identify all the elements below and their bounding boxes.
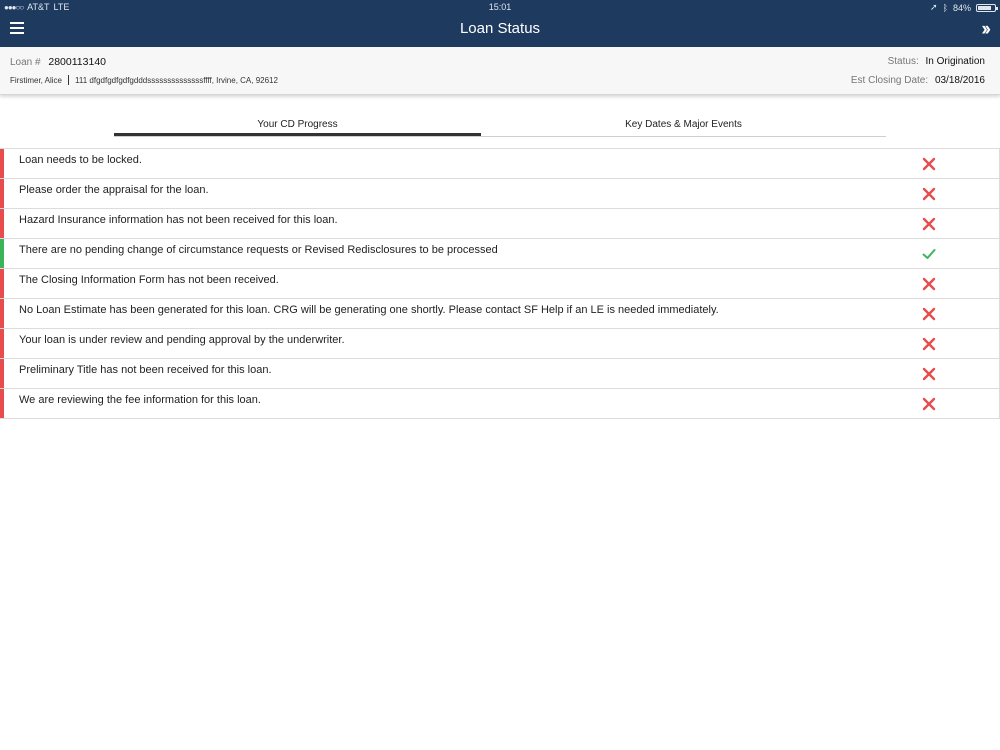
battery-fill (978, 6, 991, 10)
status-indicator-bar (0, 359, 4, 388)
list-item-text: There are no pending change of circumstance requests or Revised Redisclosures to be processed (19, 244, 498, 256)
list-item-text: We are reviewing the fee information for this loan. (19, 394, 261, 406)
divider (68, 75, 69, 85)
list-item-text: Preliminary Title has not been received for this loan. (19, 364, 272, 376)
list-item-text: The Closing Information Form has not been received. (19, 274, 279, 286)
page-title: Loan Status (459, 20, 541, 37)
property-address: 111 dfgdfgdfgdfgdddssssssssssssssffff, Irvine, CA, 92612 (75, 76, 278, 85)
status-row (851, 56, 985, 75)
close-x-icon (921, 216, 937, 232)
status-indicator-bar (0, 209, 4, 238)
list-item[interactable] (0, 359, 1000, 389)
loan-status-block (851, 56, 985, 94)
close-x-icon (921, 366, 937, 382)
tab-key-dates[interactable]: Key Dates & Major Events (625, 119, 742, 130)
tab-cd-progress[interactable]: Your CD Progress (114, 117, 481, 136)
battery-percentage: 84% (952, 2, 971, 13)
carrier-label: AT&T (27, 2, 50, 12)
list-item[interactable] (0, 239, 1000, 269)
list-item-text: Loan needs to be locked. (19, 154, 142, 166)
close-x-icon (921, 156, 937, 172)
list-item[interactable] (0, 179, 1000, 209)
check-icon (921, 246, 937, 262)
loan-summary-header (0, 47, 1000, 95)
status-indicator-bar (0, 299, 4, 328)
loan-number-value: 2800113140 (48, 56, 106, 68)
list-item[interactable] (0, 149, 1000, 179)
close-x-icon (921, 276, 937, 292)
list-item-text: Please order the appraisal for the loan. (19, 184, 209, 196)
device-status-bar (0, 0, 1000, 14)
close-x-icon (921, 396, 937, 412)
borrower-name: Firstimer, Alice (10, 76, 63, 85)
signal-strength-icon: ●●●○○ (4, 2, 24, 12)
status-indicator-bar (0, 239, 4, 268)
list-item[interactable] (0, 389, 1000, 419)
borrower-info (10, 75, 278, 85)
network-label: LTE (53, 2, 70, 12)
loan-number-label: Loan # (10, 57, 41, 68)
list-item[interactable] (0, 329, 1000, 359)
list-item-text: Your loan is under review and pending approval by the underwriter. (19, 334, 345, 346)
status-indicator-bar (0, 179, 4, 208)
loan-number (10, 56, 106, 68)
close-x-icon (921, 186, 937, 202)
location-arrow-icon: ➚ (930, 2, 938, 12)
progress-tabs (114, 117, 886, 137)
status-indicator-bar (0, 329, 4, 358)
close-x-icon (921, 336, 937, 352)
status-indicator-bar (0, 389, 4, 418)
status-label: Status: (887, 56, 919, 67)
closing-date-row (851, 75, 985, 94)
closing-date-value: 03/18/2016 (934, 75, 985, 86)
top-navigation-bar (0, 0, 1000, 47)
double-chevron-right-icon[interactable]: ›› (981, 19, 988, 40)
list-item[interactable] (0, 299, 1000, 329)
status-indicator-bar (0, 149, 4, 178)
list-item[interactable] (0, 269, 1000, 299)
list-item-text: No Loan Estimate has been generated for this loan. CRG will be generating one shortly. Please contact SF Help if an LE is needed immediately. (19, 304, 719, 316)
bluetooth-icon: ᛒ (942, 2, 948, 13)
list-item[interactable] (0, 209, 1000, 239)
clock: 15:01 (488, 2, 512, 12)
battery-icon (976, 4, 996, 12)
status-value: In Origination (925, 56, 985, 67)
list-item-text: Hazard Insurance information has not been received for this loan. (19, 214, 338, 226)
closing-date-label: Est Closing Date: (850, 75, 929, 86)
status-indicator-bar (0, 269, 4, 298)
status-right (930, 2, 996, 13)
close-x-icon (921, 306, 937, 322)
cd-progress-list (0, 148, 1000, 419)
